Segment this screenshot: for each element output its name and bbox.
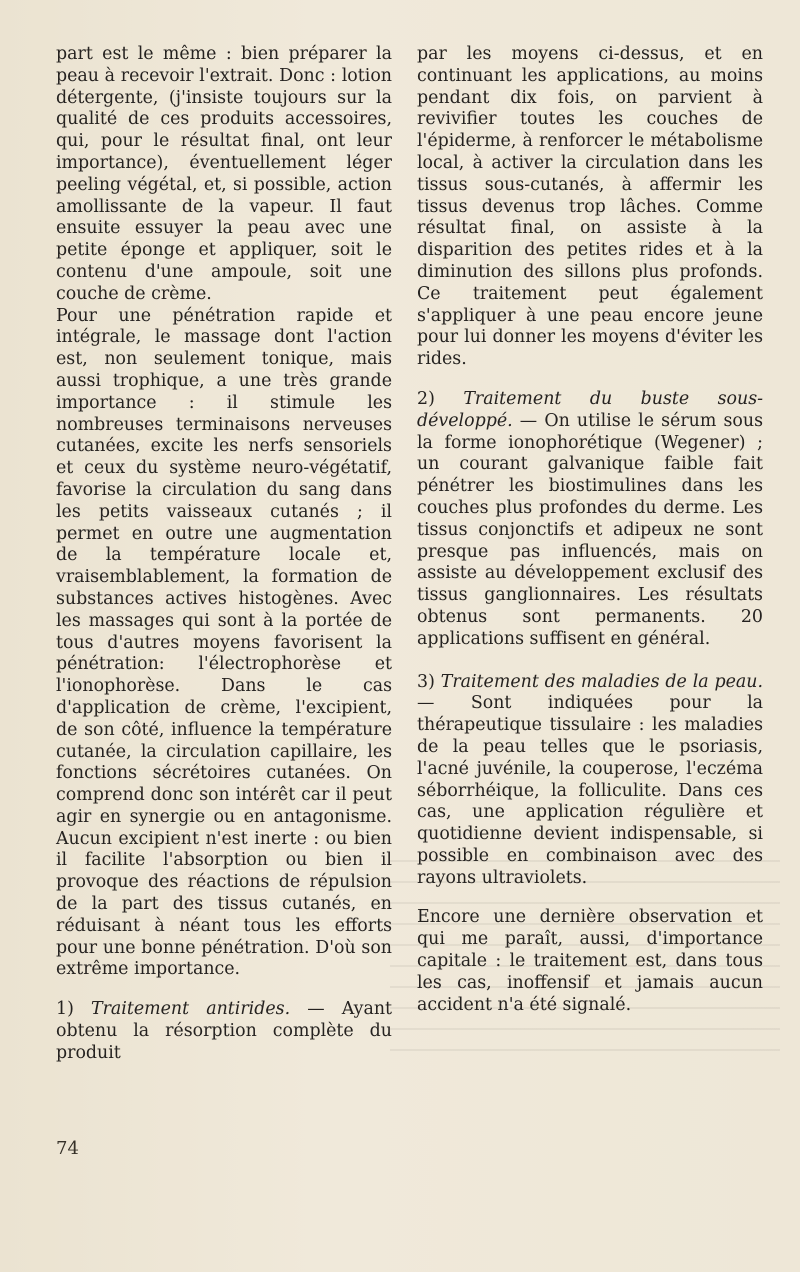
section-3-number: 3) [417, 671, 435, 692]
section-2-text: — On utilise le sérum sous la forme ionophorétique (Wegener) ; un courant galvanique faible fait pénétrer les biostimulines dans les couches plus profondes du derme. Les tissus conjonctifs et adipeux ne sont presque pas influencés, mais on assiste au développement exclusif des tissus ganglionnaires. Les résultats obtenus sont permanents. 20 applications suffisent en général. [417, 410, 763, 649]
left-paragraph-2: Pour une pénétration rapide et intégrale, le massage dont l'action est, non seulement tonique, mais aussi trophique, a une très grande importance : il stimule les nombreuses terminaisons nerveuses cutanées, excite les nerfs sensoriels et ceux du système neuro-végétatif, favorise la circulation du sang dans les petits vaisseaux cutanés ; il permet en outre une augmentation de la température locale et, vraisemblablement, la formation de substances actives histogènes. Avec les massages qui sont à la portée de tous d'autres moyens favorisent la pénétration: l'électrophorèse et l'ionophorèse. Dans le cas d'application de crème, l'excipient, de son côté, influence la température cutanée, la circulation capillaire, les fonctions sécrétoires cutanées. On comprend donc son intérêt car il peut agir en synergie ou en antagonisme. Aucun excipient n'est inerte : ou bien il facilite l'absorption ou bien il provoque des réactions de répulsion de la part des tissus cutanés, en réduisant à néant tous les efforts pour une bonne pénétration. D'où son extrême importance. [56, 305, 392, 980]
section-1-title: Traitement antirides. [91, 999, 291, 1020]
section-3-title: Traitement des maladies de la peau. [440, 671, 763, 692]
page-number: 74 [56, 1138, 79, 1159]
right-paragraph-final: Encore une dernière observation et qui me paraît, aussi, d'importance capitale : le traitement est, dans tous les cas, inoffensif et jamais aucun accident n'a été signalé. [417, 907, 763, 1015]
section-2-number: 2) [417, 388, 435, 409]
section-1-text: — Ayant obtenu la résorption complète du produit [56, 999, 393, 1063]
section-3-text: — Sont indiquées pour la thérapeutique tissulaire : les maladies de la peau telles que le psoriasis, l'acné juvénile, la couperose, l'eczéma séborrhéique, la folliculite. Dans ces cas, une application régulière et quotidienne devient indispensable, si possible en combinaison avec des rayons ultraviolets. [417, 693, 763, 888]
left-column [56, 44, 392, 1065]
right-paragraph-1: par les moyens ci-dessus, et en continuant les applications, au moins pendant dix fois, on parvient à revivifier toutes les couches de l'épiderme, à renforcer le métabolisme local, à activer la circulation dans les tissus sous-cutanés, à affermir les tissus devenus trop lâches. Comme résultat final, on assiste à la disparition des petites rides et à la diminution des sillons plus profonds. Ce traitement peut également s'appliquer à une peau encore jeune pour lui donner les moyens d'éviter les rides. [417, 44, 763, 370]
section-3 [417, 672, 763, 890]
section-2-title: Traitement du buste sous-développé. [417, 388, 763, 431]
section-1-number: 1) [56, 999, 74, 1020]
right-column [417, 44, 763, 1016]
section-2 [417, 389, 763, 651]
left-paragraph-1: part est le même : bien préparer la peau à recevoir l'extrait. Donc : lotion détergente, (j'insiste toujours sur la qualité de ces produits accessoires, qui, pour le résultat final, ont leur importance), éventuellement léger peeling végétal, et, si possible, action amollissante de la vapeur. Il faut ensuite essuyer la peau avec une petite éponge et appliquer, soit le contenu d'une ampoule, soit une couche de crème. [56, 44, 392, 304]
section-1-heading [56, 999, 392, 1064]
